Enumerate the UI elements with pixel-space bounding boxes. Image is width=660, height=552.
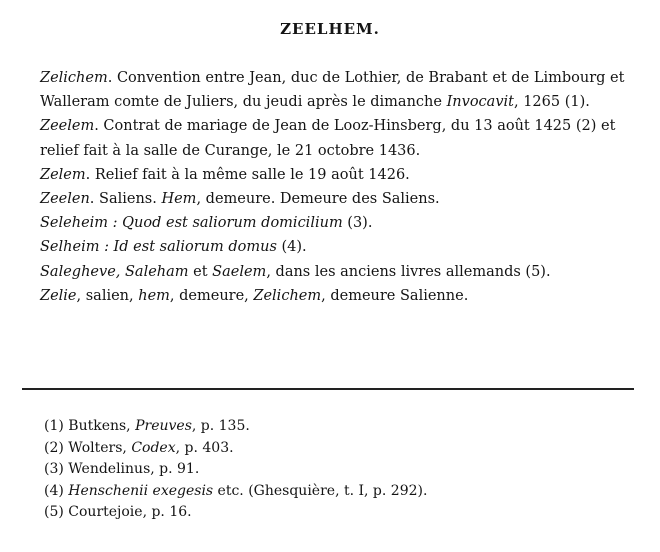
footnote-text: (4)	[44, 482, 69, 499]
entry-text: . Saliens.	[89, 191, 162, 208]
entry-text: (4).	[276, 239, 307, 256]
entry-text: Zelichem	[253, 287, 322, 304]
footnote-text: , p. 135.	[191, 418, 250, 434]
footnote-text: (1) Butkens,	[44, 418, 136, 434]
footnote-text: (3) Wendelinus, p. 91.	[44, 461, 200, 478]
entry-text: , salien,	[76, 287, 139, 304]
entry-list	[40, 66, 640, 308]
entry-text: Zelie	[40, 287, 77, 304]
footnote-1	[44, 416, 634, 438]
footnote-text: (2) Wolters,	[44, 439, 132, 456]
entry-text: hem	[138, 287, 170, 304]
entry-zeelen	[40, 187, 640, 211]
footnote-text: (5) Courtejoie, p. 16.	[44, 504, 192, 521]
entry-text: Seleheim : Quod est saliorum domicilium	[40, 215, 343, 232]
footnote-divider	[22, 388, 634, 390]
entry-text: Salegheve, Saleham	[40, 263, 189, 280]
entry-text: et	[188, 263, 213, 280]
footnote-3	[44, 459, 634, 481]
entry-text: , 1265 (1).	[513, 94, 590, 111]
entry-text: . Relief fait à la même salle le 19 août 1426.	[85, 166, 410, 183]
page-title: ZEELHEM.	[280, 20, 380, 38]
footnote-text: Henschenii exegesis	[68, 482, 214, 499]
entry-zelie	[40, 284, 640, 308]
entry-zelichem	[40, 66, 640, 114]
entry-text: Zelichem	[40, 70, 108, 86]
entry-zeelem	[40, 114, 640, 162]
footnote-list	[44, 416, 634, 524]
entry-text: Hem	[161, 191, 197, 208]
footnote-text: , p. 403.	[175, 439, 234, 456]
entry-text: , demeure,	[169, 287, 254, 304]
entry-text: . Convention entre Jean, duc de Lothier, de Brabant et de Limbourg et Walleram comte de Juliers, du jeudi après le dimanche	[40, 70, 625, 111]
entry-text: , demeure Salienne.	[321, 287, 469, 304]
entry-text: Saelem	[212, 263, 267, 280]
footnote-4	[44, 481, 634, 503]
entry-salegheve	[40, 260, 640, 284]
footnote-2	[44, 438, 634, 460]
entry-text: Zeelen	[40, 191, 90, 208]
entry-zelem	[40, 163, 640, 187]
entry-text: . Contrat de mariage de Jean de Looz-Hinsberg, du 13 août 1425 (2) et relief fait à la salle de Curange, le 21 octobre 1436.	[40, 118, 616, 159]
entry-seleheim	[40, 211, 640, 235]
entry-text: , dans les anciens livres allemands (5).	[266, 263, 551, 280]
entry-text: Zeelem	[40, 118, 95, 135]
entry-text: Selheim : Id est saliorum domus	[40, 239, 277, 256]
footnote-text: Preuves	[135, 418, 192, 434]
entry-selheim	[40, 235, 640, 259]
entry-text: Invocavit	[446, 94, 514, 111]
entry-text: , demeure. Demeure des Saliens.	[196, 191, 440, 208]
footnote-text: Codex	[131, 439, 176, 456]
footnote-5	[44, 502, 634, 524]
entry-text: Zelem	[40, 166, 86, 183]
footnote-text: etc. (Ghesquière, t. I, p. 292).	[213, 482, 428, 499]
entry-text: (3).	[342, 215, 373, 232]
